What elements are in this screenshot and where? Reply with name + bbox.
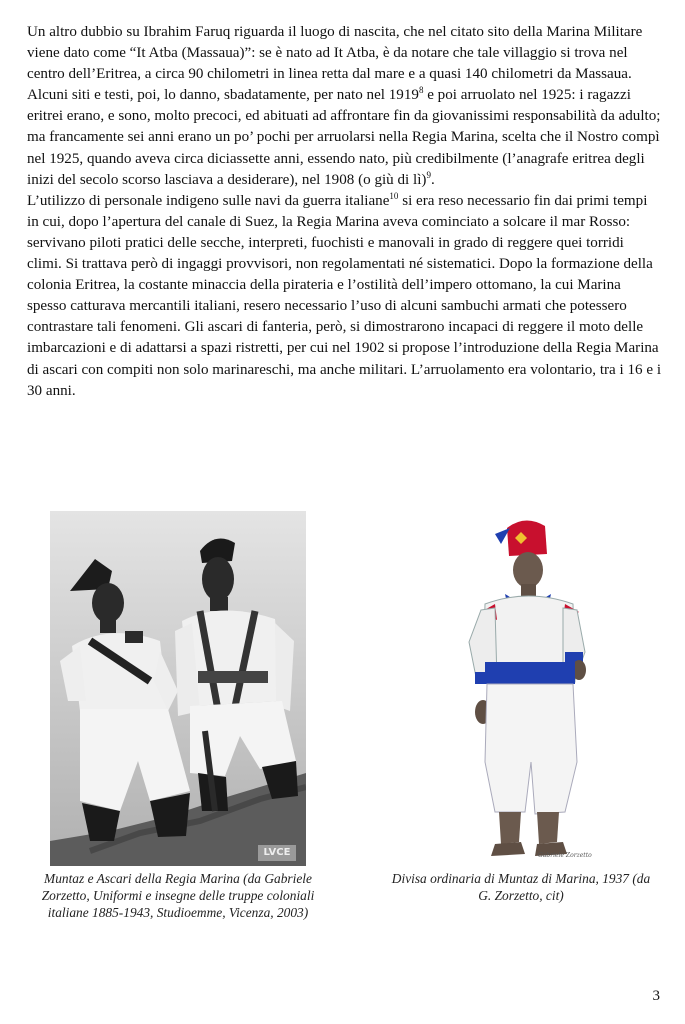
illustrator-signature: Gabriele Zorzetto [538, 852, 592, 859]
page-number: 3 [652, 988, 660, 1004]
illustration-divisa-muntaz [455, 512, 590, 864]
paragraph-2-text-a: L’utilizzo di personale indigeno sulle navi da guerra italiane [27, 192, 390, 209]
paragraph-1-text-b: e poi arruolato nel 1925: i ragazzi eritrei erano, e sono, molto precoci, ed abituati ad affrontare fin da giovanissimi responsabilità da adulto; ma francamente sei anni erano un po’ pochi per arruolarsi nella Regia Marina, scelta che il Nostro compì nel 1925, quando aveva circa diciassette anni, essendo nato, più credibilmente (l’anagrafe eritrea degli inizi del secolo scorso lasciava a desiderare), nel 1908 (o giù di lì) [27, 87, 661, 188]
paragraph-2 [27, 191, 661, 402]
photo-illustration [50, 511, 306, 866]
paragraph-2-text-b: si era reso necessario fin dai primi tempi in cui, dopo l’apertura del canale di Suez, la Regia Marina aveva cominciato a solcare il mar Rosso: servivano piloti pratici delle secche, interpreti, fuochisti e manovali in grado di reggere quei torridi climi. Si trattava però di ingaggi provvisori, non regolamentati né sistematici. Dopo la formazione della colonia Eritrea, la costante minaccia della pirateria e l’ostilità dell’impero ottomano, la cui Marina spesso catturava mercantili italiani, resero necessario l’uso di alcuni sambuchi armati che potessero contrastare tali fenomeni. Gli ascari di fanteria, però, si dimostrarono incapaci di reggere il moto delle imbarcazioni e di adattarsi a spazi ristretti, per cui nel 1902 si propose l’introduzione della Regia Marina di ascari con compiti non solo marinareschi, ma anche militari. L’arruolamento era volontario, tra i 16 e i 30 anni. [27, 192, 662, 399]
paragraph-1-text-c: . [430, 171, 435, 188]
article-body [27, 22, 661, 402]
caption-right: Divisa ordinaria di Muntaz di Marina, 1937 (da G. Zorzetto, cit) [391, 871, 651, 903]
paragraph-1-text-a: Un altro dubbio su Ibrahim Faruq riguarda il luogo di nascita, che nel citato sito della Marina Militare viene dato come “It Atba (Massaua)”: se è nato ad It Atba, è da notare che tale villaggio si trova nel centro dell’Eritrea, a circa 90 chilometri in linea retta dal mare e a quasi 140 chilometri da Massaua. Alcuni siti e testi, poi, lo danno, sbadatamente, per nato nel 1919 [27, 24, 643, 104]
caption-left: Muntaz e Ascari della Regia Marina (da Gabriele Zorzetto, Uniformi e insegne delle truppe coloniali italiane 1885-1943, Studioemme, Vicenza, 2003) [41, 871, 315, 920]
footnote-ref-10[interactable]: 10 [389, 190, 399, 201]
photo-muntaz-ascari [50, 511, 306, 866]
photo-watermark: LVCE [258, 845, 296, 861]
footnote-ref-8[interactable]: 8 [418, 85, 424, 96]
uniform-drawing [455, 512, 590, 864]
paragraph-1 [27, 22, 661, 191]
footnote-ref-9[interactable]: 9 [426, 169, 431, 180]
